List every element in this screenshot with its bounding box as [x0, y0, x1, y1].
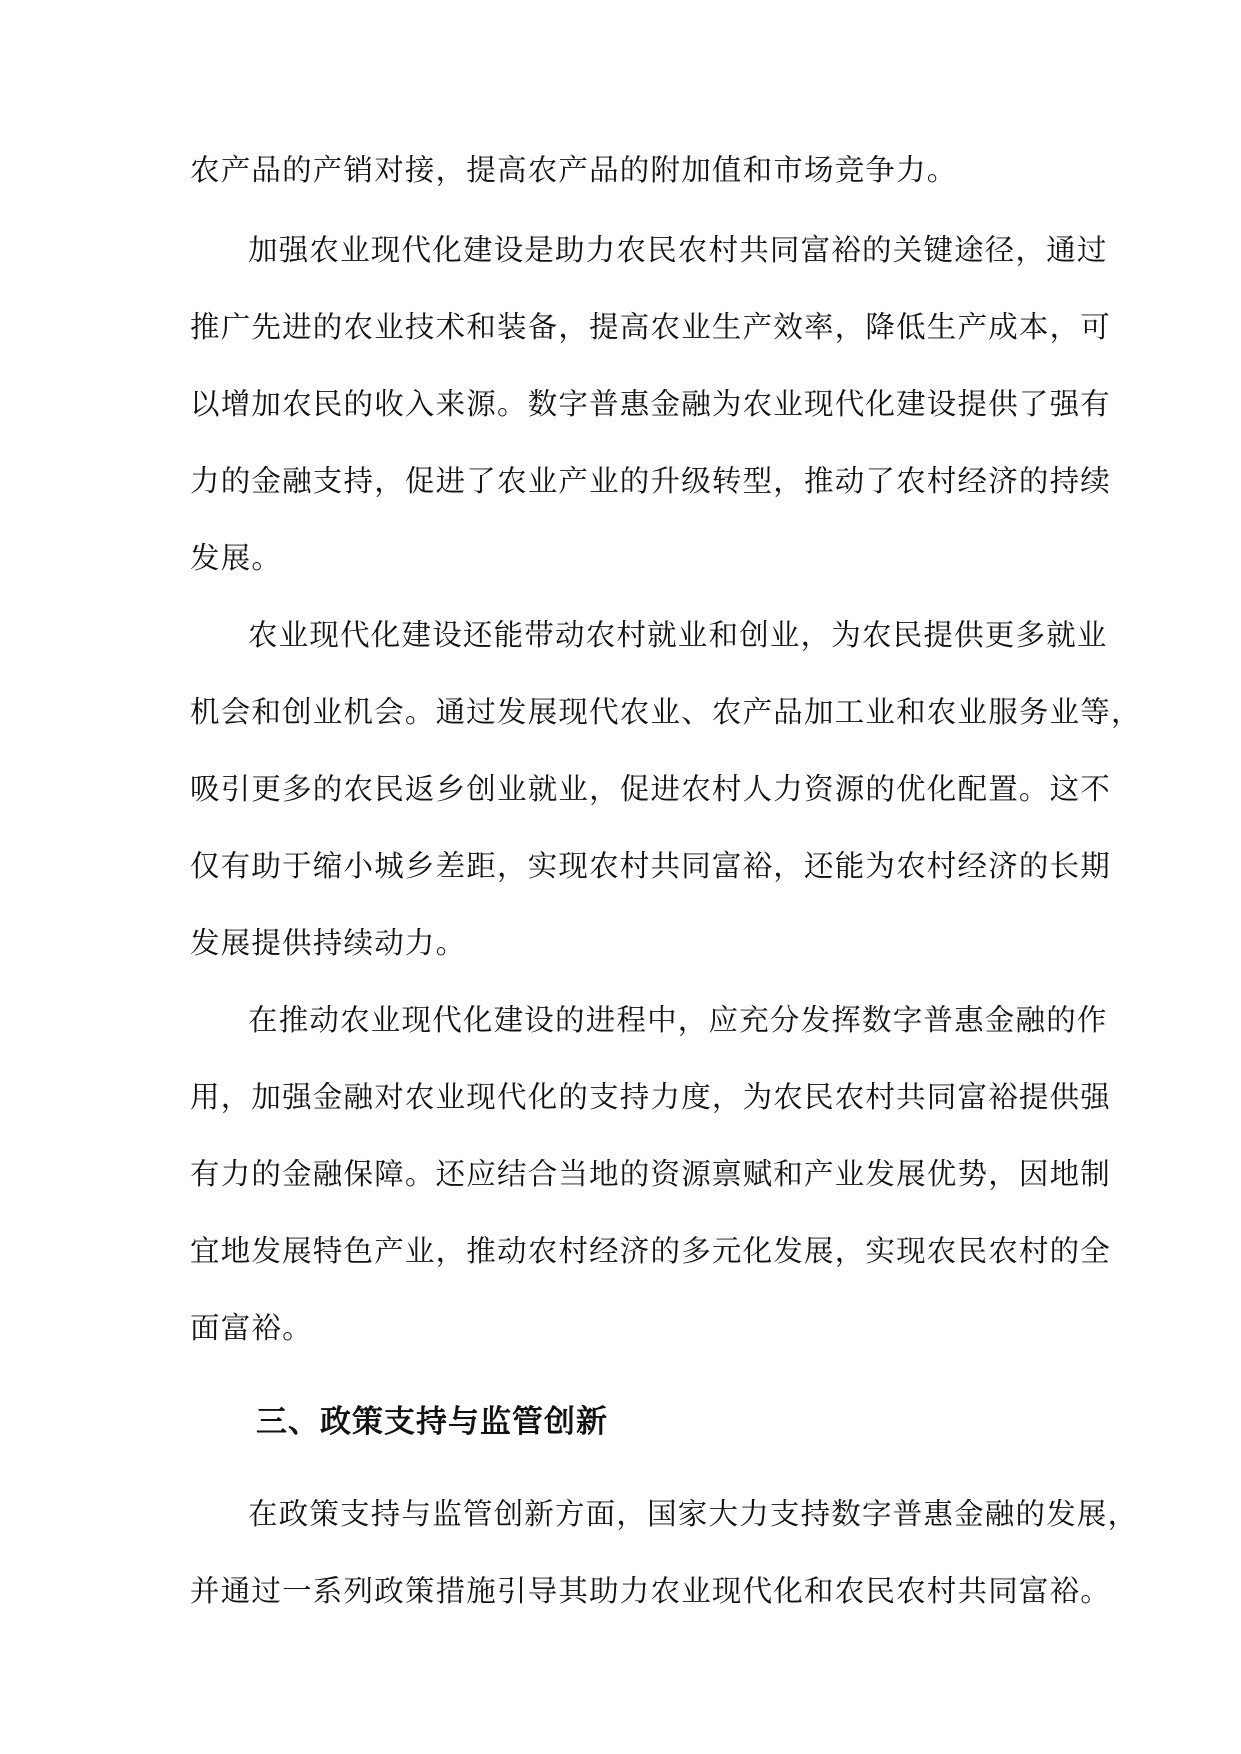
paragraph-line: 以增加农民的收入来源。数字普惠金融为农业现代化建设提供了强有	[190, 387, 1112, 421]
paragraph-line: 农业现代化建设还能带动农村就业和创业，为农民提供更多就业	[248, 618, 1108, 652]
paragraph-line: 推广先进的农业技术和装备，提高农业生产效率，降低生产成本，可	[190, 310, 1112, 344]
paragraph-line: 力的金融支持，促进了农业产业的升级转型，推动了农村经济的持续	[190, 464, 1112, 498]
paragraph-line: 仅有助于缩小城乡差距，实现农村共同富裕，还能为农村经济的长期	[190, 849, 1112, 883]
paragraph-line: 发展。	[190, 541, 283, 575]
paragraph-line: 宜地发展特色产业，推动农村经济的多元化发展，实现农民农村的全	[190, 1234, 1112, 1268]
paragraph-line: 吸引更多的农民返乡创业就业，促进农村人力资源的优化配置。这不	[190, 772, 1112, 806]
paragraph-line: 并通过一系列政策措施引导其助力农业现代化和农民农村共同富裕。	[190, 1574, 1112, 1608]
paragraph-line: 有力的金融保障。还应结合当地的资源禀赋和产业发展优势，因地制	[190, 1157, 1112, 1191]
paragraph-line: 面富裕。	[190, 1311, 313, 1345]
paragraph-line: 加强农业现代化建设是助力农民农村共同富裕的关键途径，通过	[248, 233, 1108, 267]
paragraph-line: 农产品的产销对接，提高农产品的附加值和市场竞争力。	[190, 153, 958, 187]
section-heading: 三、政策支持与监管创新	[256, 1404, 608, 1440]
paragraph-line: 发展提供持续动力。	[190, 926, 467, 960]
paragraph-line: 机会和创业机会。通过发展现代农业、农产品加工业和农业服务业等，	[190, 695, 1142, 729]
paragraph-line: 在政策支持与监管创新方面，国家大力支持数字普惠金融的发展，	[248, 1497, 1139, 1531]
paragraph-line: 用，加强金融对农业现代化的支持力度，为农民农村共同富裕提供强	[190, 1080, 1112, 1114]
paragraph-line: 在推动农业现代化建设的进程中，应充分发挥数字普惠金融的作	[248, 1003, 1108, 1037]
